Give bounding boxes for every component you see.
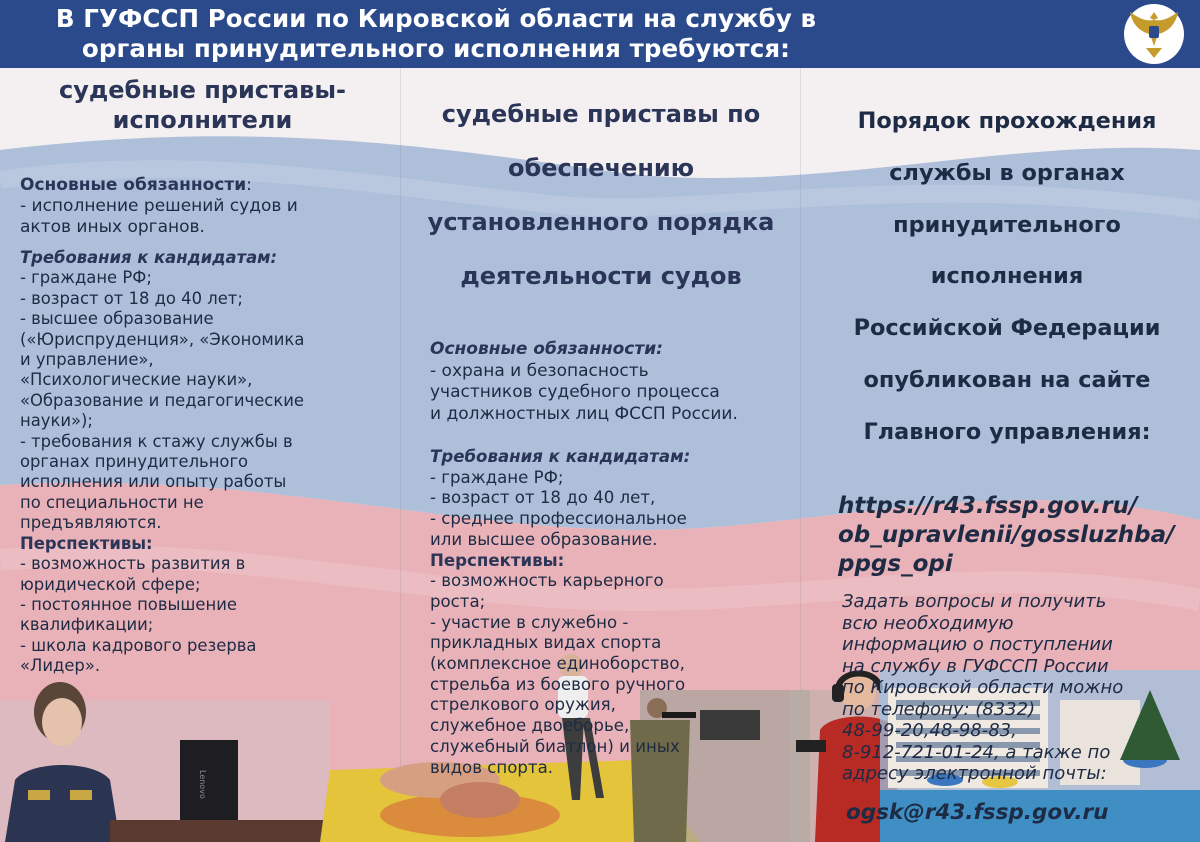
- right-heading-line: службы в органах: [889, 160, 1125, 187]
- contact-line: всю необходимую: [842, 612, 1014, 634]
- left-req-line: предъявляются.: [20, 513, 162, 533]
- right-heading-line: Российской Федерации: [853, 315, 1161, 342]
- left-persp-label: Перспективы:: [20, 533, 153, 553]
- left-req-line: и управление»,: [20, 350, 154, 370]
- header-banner: [0, 0, 1200, 68]
- contact-line: по Кировской области можно: [842, 677, 1124, 699]
- middle-req-line: или высшее образование.: [430, 529, 658, 549]
- middle-duty-line: участников судебного процесса: [430, 382, 720, 402]
- service-url[interactable]: [818, 492, 1196, 579]
- middle-req-line: - возраст от 18 до 40 лет,: [430, 488, 656, 508]
- contact-line: информацию о поступлении: [842, 634, 1113, 656]
- left-persp-line: «Лидер».: [20, 656, 101, 676]
- middle-duties-label: Основные обязанности:: [430, 339, 663, 359]
- left-req-line: - граждане РФ;: [20, 268, 152, 288]
- title-line-1: В ГУФССП России по Кировской области на службу в: [55, 4, 817, 33]
- contact-line: на службу в ГУФССП России: [842, 655, 1109, 677]
- left-req-line: органах принудительного: [20, 452, 249, 472]
- url-line[interactable]: ppgs_opi: [838, 551, 953, 578]
- left-duty-line: актов иных органов.: [20, 217, 205, 237]
- right-heading-line: опубликован на сайте: [863, 366, 1151, 393]
- left-req-line: по специальности не: [20, 492, 204, 512]
- contact-line: адресу электронной почты:: [842, 763, 1107, 785]
- email-link[interactable]: ogsk@r43.fssp.gov.ru: [846, 799, 1109, 825]
- left-persp-line: - постоянное повышение: [20, 594, 237, 614]
- middle-persp-line: видов спорта.: [430, 757, 554, 777]
- middle-req-label: Требования к кандидатам:: [430, 447, 691, 466]
- title-line-2: органы принудительного исполнения требуются:: [81, 34, 791, 63]
- left-persp-line: - возможность развития в: [20, 554, 246, 574]
- right-heading-line: Порядок прохождения: [857, 108, 1157, 135]
- contact-line: по телефону: (8332): [842, 698, 1036, 720]
- middle-persp-line: - возможность карьерного: [430, 571, 664, 591]
- middle-heading-line: установленного порядка: [427, 208, 775, 236]
- middle-persp-label: Перспективы:: [430, 550, 565, 570]
- contact-line: Задать вопросы и получить: [842, 591, 1107, 613]
- left-duty-line: - исполнение решений судов и: [20, 196, 298, 216]
- right-heading: [818, 107, 1196, 446]
- left-duties-colon: :: [246, 175, 252, 195]
- fssp-eagle-emblem-icon: [1122, 2, 1186, 66]
- middle-duties: [412, 339, 790, 425]
- left-req-line: «Психологические науки»,: [20, 370, 253, 390]
- contact-email[interactable]: [818, 799, 1196, 827]
- middle-heading: [412, 99, 790, 291]
- right-heading-line: Главного управления:: [863, 418, 1151, 445]
- left-heading: [20, 75, 385, 135]
- right-column: [818, 85, 1196, 827]
- left-req-line: исполнения или опыту работы: [20, 472, 287, 492]
- contact-line: 8-912-721-01-24, а также по: [842, 741, 1111, 763]
- left-persp-line: юридической сфере;: [20, 574, 201, 594]
- contact-info: [818, 591, 1196, 785]
- left-req-line: - возраст от 18 до 40 лет;: [20, 288, 243, 308]
- middle-requirements: [412, 447, 790, 778]
- middle-heading-line: судебные приставы по: [441, 100, 761, 128]
- left-req-line: («Юриспруденция», «Экономика: [20, 329, 305, 349]
- page-title: [26, 4, 846, 64]
- left-requirements: [20, 248, 385, 677]
- left-req-label: Требования к кандидатам:: [20, 248, 278, 267]
- middle-req-line: - среднее профессиональное: [430, 509, 687, 529]
- url-line[interactable]: ob_upravlenii/gossluzhba/: [838, 522, 1175, 549]
- left-heading-line: исполнители: [112, 106, 293, 134]
- left-duties-label: Основные обязанности: [20, 175, 247, 195]
- left-persp-line: - школа кадрового резерва: [20, 635, 257, 655]
- left-persp-line: квалификации;: [20, 615, 154, 635]
- middle-persp-line: - участие в служебно -: [430, 612, 629, 632]
- url-line[interactable]: https://r43.fssp.gov.ru/: [838, 493, 1138, 520]
- middle-persp-line: прикладных видах спорта: [430, 633, 662, 653]
- middle-req-line: - граждане РФ;: [430, 467, 564, 487]
- left-duties: [20, 175, 385, 238]
- middle-persp-line: служебное двоеборье,: [430, 716, 630, 736]
- middle-persp-line: (комплексное единоборство,: [430, 654, 685, 674]
- middle-duty-line: - охрана и безопасность: [430, 360, 649, 381]
- right-heading-line: принудительного: [893, 211, 1121, 238]
- left-req-line: - высшее образование: [20, 309, 214, 329]
- middle-persp-line: стрельба из боевого ручного: [430, 674, 686, 694]
- middle-persp-line: роста;: [430, 591, 486, 611]
- middle-heading-line: обеспечению: [507, 154, 695, 182]
- svg-text:Lenovo: Lenovo: [198, 770, 207, 799]
- middle-persp-line: служебный биатлон) и иных: [430, 736, 680, 756]
- left-req-line: «Образование и педагогические: [20, 390, 304, 410]
- left-req-line: науки»);: [20, 411, 93, 431]
- left-req-line: - требования к стажу службы в: [20, 431, 293, 451]
- right-heading-line: исполнения: [930, 263, 1084, 290]
- middle-column: [412, 75, 790, 778]
- officer-at-computer-photo: [0, 682, 330, 842]
- middle-persp-line: стрелкового оружия,: [430, 695, 616, 715]
- left-column: [20, 75, 385, 677]
- middle-heading-line: деятельности судов: [460, 262, 742, 290]
- left-heading-line: судебные приставы-: [59, 76, 346, 104]
- middle-duty-line: и должностных лиц ФССП России.: [430, 403, 738, 424]
- contact-line: 48-99-20,48-98-83,: [842, 720, 1017, 742]
